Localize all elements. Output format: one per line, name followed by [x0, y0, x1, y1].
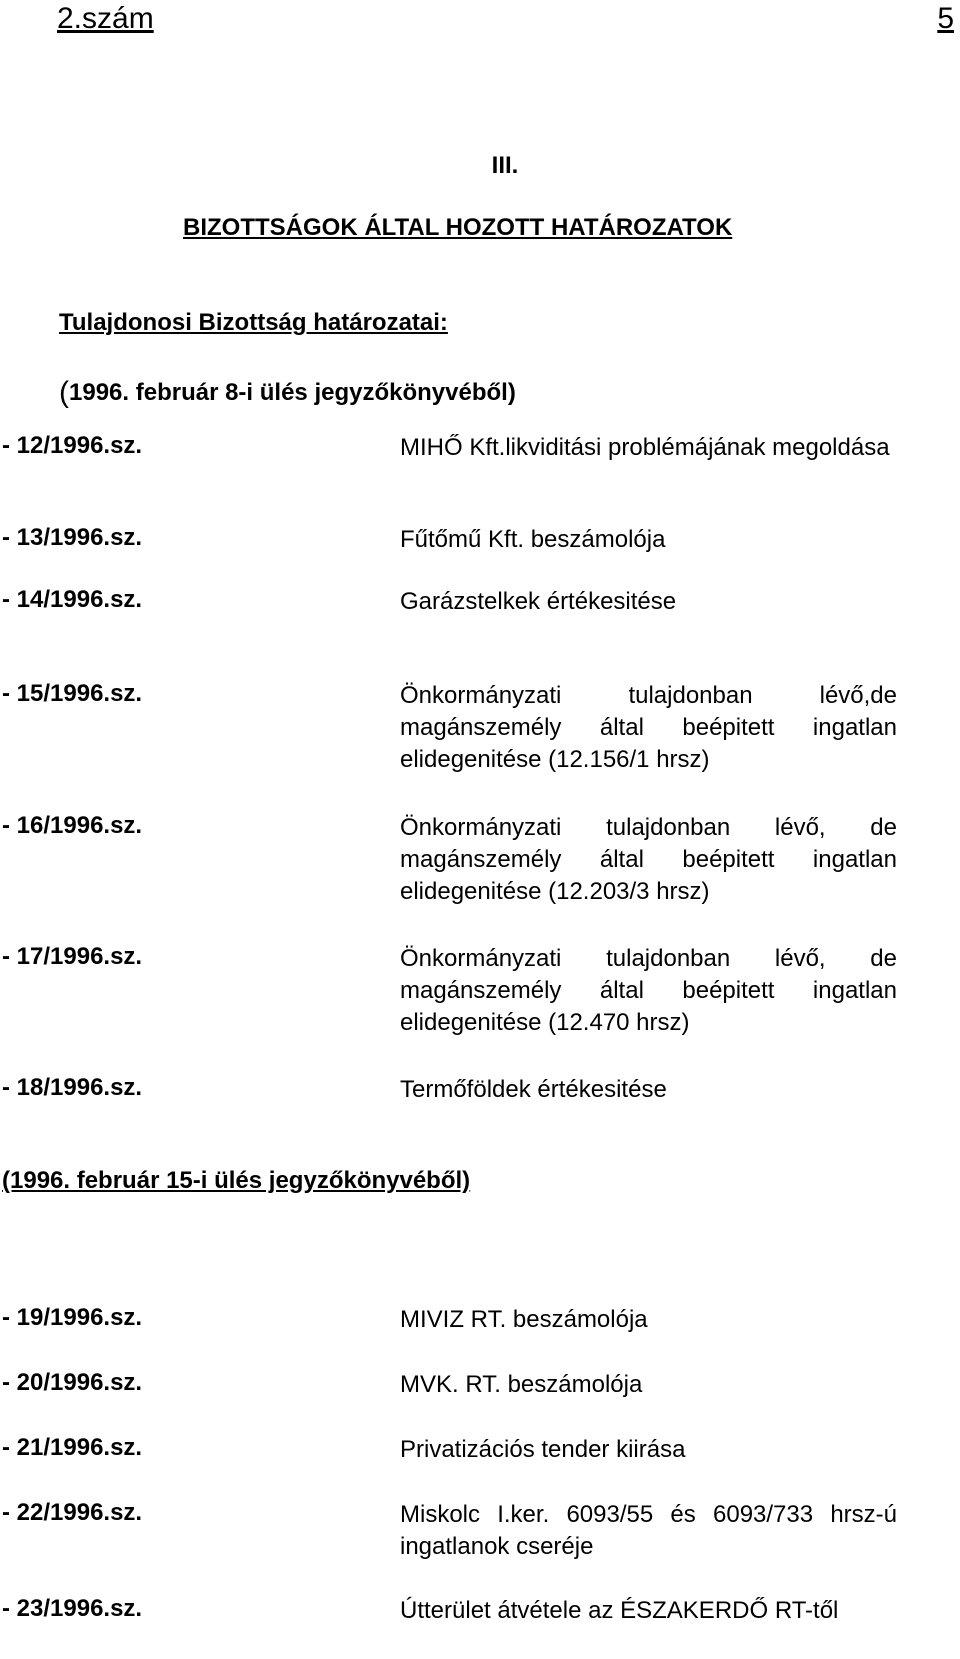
section-title: BIZOTTSÁGOK ÁLTAL HOZOTT HATÁROZATOK [183, 214, 733, 241]
resolution-description: MIHŐ Kft.likviditási problémájának megoldása [400, 434, 890, 461]
resolution-description: Útterület átvétele az ÉSZAKERDŐ RT-től [400, 1597, 839, 1624]
resolution-number: - 14/1996.sz. [2, 586, 143, 613]
resolution-description: MVK. RT. beszámolója [400, 1371, 643, 1398]
session-heading-2: (1996. február 15-i ülés jegyzőkönyvéből) [2, 1167, 471, 1194]
resolution-number: - 23/1996.sz. [2, 1595, 143, 1622]
resolution-description: MIVIZ RT. beszámolója [400, 1306, 648, 1333]
resolution-description: Privatizációs tender kiirása [400, 1436, 686, 1463]
committee-title: Tulajdonosi Bizottság határozatai: [59, 309, 448, 336]
session-heading-label: 1996. február 8-i ülés jegyzőkönyvéből) [69, 379, 516, 406]
session-heading-1 [59, 374, 516, 408]
page-header-issue: 2.szám [57, 2, 154, 35]
resolution-number: - 20/1996.sz. [2, 1369, 143, 1396]
page-number: 5 [937, 2, 954, 35]
section-number: III. [491, 152, 519, 179]
resolution-description: Önkormányzati tulajdonban lévő, de magánszemély által beépitett ingatlan elidegenitése (12.203/3 hrsz) [400, 814, 897, 905]
resolution-description: Önkormányzati tulajdonban lévő,de magánszemély által beépitett ingatlan elidegenitése (12.156/1 hrsz) [400, 682, 897, 773]
resolution-number: - 16/1996.sz. [2, 812, 143, 839]
resolution-description: Garázstelkek értékesitése [400, 588, 677, 615]
resolution-description: Miskolc I.ker. 6093/55 és 6093/733 hrsz-ú ingatlanok cseréje [400, 1501, 897, 1560]
resolution-number: - 15/1996.sz. [2, 680, 143, 707]
resolution-description: Fűtőmű Kft. beszámolója [400, 526, 666, 553]
resolution-number: - 17/1996.sz. [2, 943, 143, 970]
resolution-description: Önkormányzati tulajdonban lévő, de magánszemély által beépitett ingatlan elidegenitése (12.470 hrsz) [400, 945, 897, 1036]
resolution-description: Termőföldek értékesitése [400, 1076, 667, 1103]
resolution-number: - 12/1996.sz. [2, 432, 143, 459]
session-heading-paren: ( [59, 376, 69, 409]
resolution-number: - 18/1996.sz. [2, 1074, 143, 1101]
resolution-number: - 13/1996.sz. [2, 524, 143, 551]
resolution-number: - 22/1996.sz. [2, 1499, 143, 1526]
resolution-number: - 21/1996.sz. [2, 1434, 143, 1461]
resolution-number: - 19/1996.sz. [2, 1304, 143, 1331]
